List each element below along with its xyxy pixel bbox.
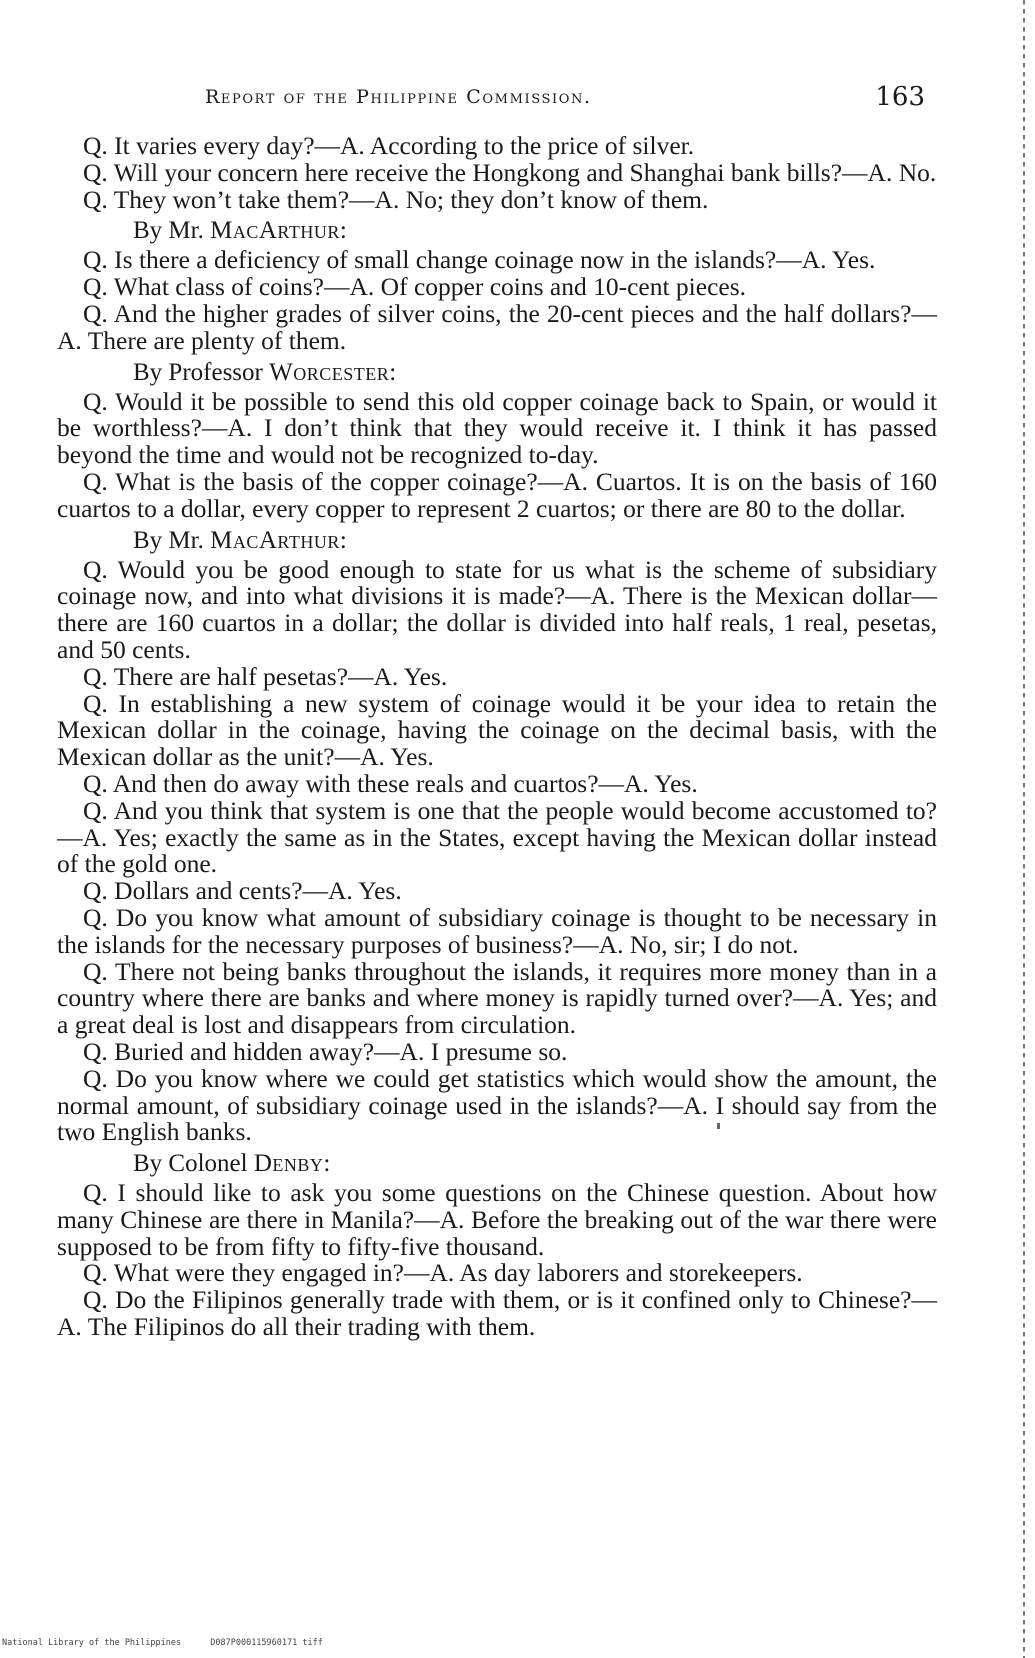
speaker-prefix: By Colonel (133, 1150, 254, 1178)
qa-paragraph: Q. Buried and hidden away?—A. I presume so. (83, 1036, 568, 1066)
qa-paragraph: Q. There are half pesetas?—A. Yes. (83, 661, 448, 691)
qa-paragraph: Q. What class of coins?—A. Of copper coins and 10-cent pieces. (83, 272, 747, 302)
qa-paragraph: Q. And the higher grades of silver coins, the 20-cent pieces and the half dollars?—A. There are plenty of them. (57, 298, 937, 355)
page-header (205, 82, 925, 122)
print-speck (717, 1123, 720, 1129)
qa-paragraph: Q. In establishing a new system of coinage would it be your idea to retain the Mexican dollar in the coinage, having the coinage on the decimal basis, with the Mexican dollar as the unit?—A. Yes. (57, 688, 937, 772)
speaker-name: MacArthur (210, 217, 340, 245)
qa-paragraph: Q. Would you be good enough to state for us what is the scheme of subsidiary coinage now, and into what divisions it is made?—A. There is the Mexican dollar—there are 160 cuartos in a dollar; the dollar is divided into half reals, 1 real, pesetas, and 50 cents. (57, 554, 937, 664)
body-text (57, 133, 937, 1341)
qa-paragraph: Q. And you think that system is one that the people would become accustomed to?—A. Yes; exactly the same as in the States, except having the Mexican dollar instead of the gold one. (57, 795, 937, 879)
qa-paragraph: Q. Is there a deficiency of small change coinage now in the islands?—A. Yes. (83, 245, 876, 275)
page-number: 163 (875, 82, 925, 112)
speaker-heading (57, 1150, 937, 1178)
speaker-prefix: By Mr. (133, 217, 211, 245)
speaker-colon: : (339, 526, 347, 554)
qa-paragraph: Q. I should like to ask you some questions on the Chinese question. About how many Chinese are there in Manila?—A. Before the breaking out of the war there were supposed to be from fifty to fifty-five thousand. (57, 1178, 937, 1261)
speaker-heading (57, 359, 937, 387)
qa-paragraph: Q. What were they engaged in?—A. As day laborers and storekeepers. (83, 1258, 803, 1288)
qa-paragraph: Q. Dollars and cents?—A. Yes. (83, 876, 402, 906)
qa-paragraph: Q. Would it be possible to send this old copper coinage back to Spain, or would it be worthless?—A. I don’t think that they would receive it. I think it has passed beyond the time and would not be recognized to-day. (57, 386, 937, 470)
speaker-name: MacArthur (210, 526, 340, 554)
speaker-heading (57, 527, 937, 555)
speaker-name: Worcester (269, 358, 390, 386)
library-credit: National Library of the Philippines (2, 1638, 182, 1648)
qa-paragraph: Q. There not being banks throughout the islands, it requires more money than in a country where there are banks and where money is rapidly turned over?—A. Yes; and a great deal is lost and disappears from circulation. (57, 956, 937, 1040)
speaker-colon: : (323, 1150, 331, 1178)
speaker-heading (57, 217, 937, 245)
scan-footer (2, 1638, 347, 1648)
speaker-colon: : (389, 358, 397, 386)
qa-paragraph: Q. They won’t take them?—A. No; they don’t know of them. (83, 184, 709, 214)
file-id: D087P000115960171 tiff (210, 1638, 323, 1648)
qa-paragraph: Q. Will your concern here receive the Hongkong and Shanghai bank bills?—A. No. (83, 157, 937, 187)
speaker-prefix: By Mr. (133, 526, 211, 554)
qa-paragraph: Q. Do you know what amount of subsidiary coinage is thought to be necessary in the islands for the necessary purposes of business?—A. No, sir; I do not. (57, 902, 937, 959)
running-head: Report of the Philippine Commission. (205, 86, 592, 108)
qa-paragraph: Q. It varies every day?—A. According to the price of silver. (83, 131, 695, 160)
speaker-prefix: By Professor (133, 358, 270, 386)
speaker-colon: : (339, 217, 347, 245)
qa-paragraph: Q. Do the Filipinos generally trade with them, or is it confined only to Chinese?—A. The Filipinos do all their trading with them. (57, 1285, 937, 1342)
qa-paragraph: Q. What is the basis of the copper coinage?—A. Cuartos. It is on the basis of 160 cuartos to a dollar, every copper to represent 2 cuartos; or there are 80 to the dollar. (57, 466, 937, 523)
page-edge-border (1023, 0, 1025, 1658)
qa-paragraph: Q. And then do away with these reals and cuartos?—A. Yes. (83, 768, 698, 798)
qa-paragraph: Q. Do you know where we could get statistics which would show the amount, the normal amount, of subsidiary coinage used in the islands?—A. I should say from the two English banks. (57, 1063, 937, 1147)
speaker-name: Denby (253, 1150, 324, 1178)
